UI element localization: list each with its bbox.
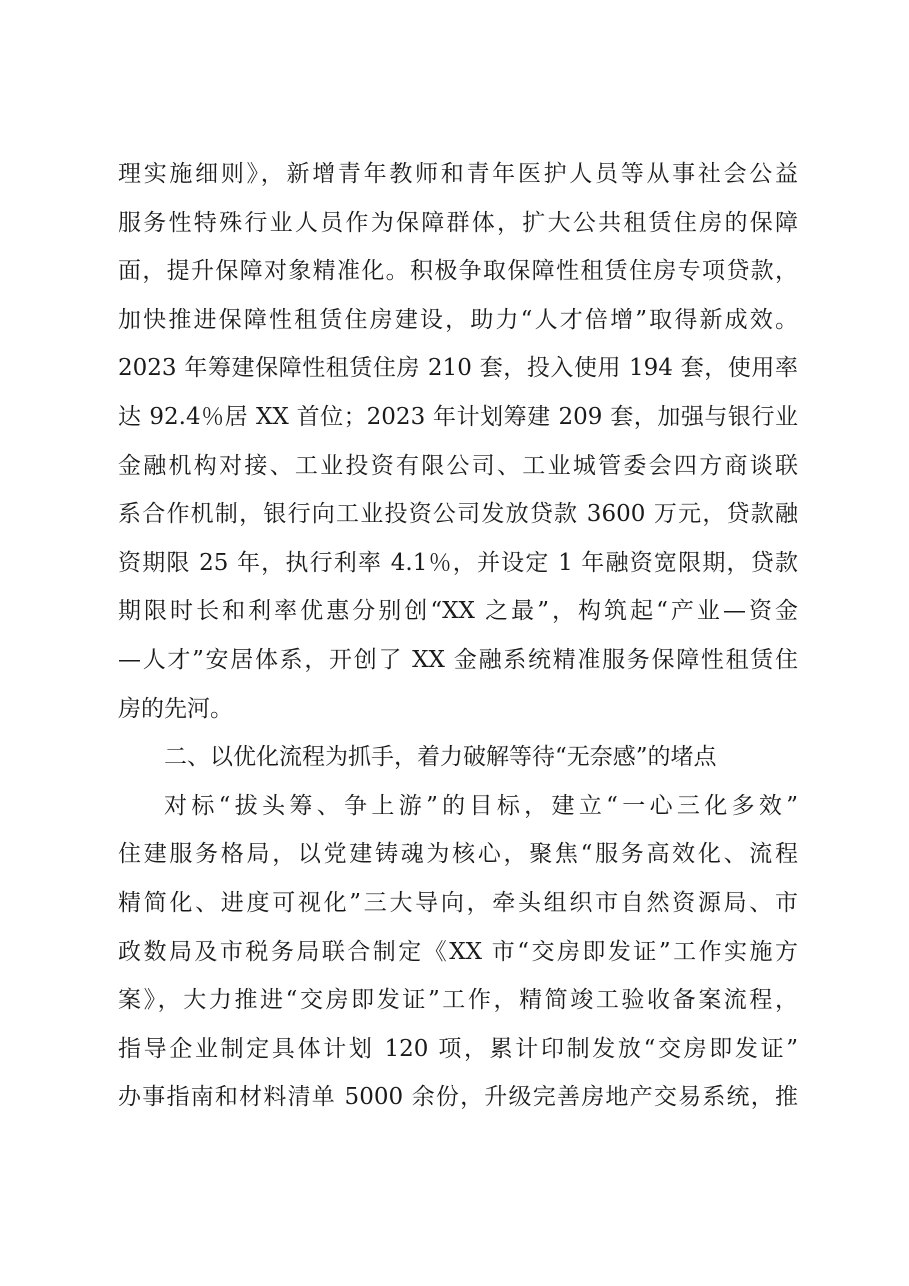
document-body <box>118 150 798 1122</box>
text-line: 理实施细则》，新增青年教师和青年医护人员等从事社会公益 <box>118 161 798 187</box>
text-line: 办事指南和材料清单 5000 余份，升级完善房地产交易系统，推 <box>118 1084 798 1111</box>
text-line: 金融机构对接、工业投资有限公司、工业城管委会四方商谈联 <box>118 452 798 479</box>
text-line: 2023 年筹建保障性租赁住房 210 套，投入使用 194 套，使用率 <box>118 355 798 382</box>
text-line: 精简化、进度可视化”三大导向，牵头组织市自然资源局、市 <box>118 889 798 916</box>
text-line: 面，提升保障对象精准化。积极争取保障性租赁住房专项贷款， <box>118 258 798 285</box>
text-line: 期限时长和利率优惠分别创“XX 之最”，构筑起“产业—资金 <box>118 598 798 625</box>
text-line: 住建服务格局，以党建铸魂为核心，聚焦“服务高效化、流程 <box>118 841 798 868</box>
text-line: 案》，大力推进“交房即发证”工作，精简竣工验收备案流程， <box>118 987 798 1014</box>
text-line: 政数局及市税务局联合制定《XX 市“交房即发证”工作实施方 <box>118 938 798 965</box>
text-line: 资期限 25 年，执行利率 4.1％，并设定 1 年融资宽限期，贷款 <box>118 549 798 576</box>
section-heading: 二、以优化流程为抓手，着力破解等待“无奈感”的堵点 <box>164 744 717 771</box>
text-line: 指导企业制定具体计划 120 项，累计印制发放“交房即发证” <box>118 1035 798 1062</box>
text-line: 房的先河。 <box>118 695 233 722</box>
text-line: 达 92.4％居 XX 首位；2023 年计划筹建 209 套，加强与银行业 <box>118 403 798 430</box>
text-line: 加快推进保障性租赁住房建设，助力“人才倍增”取得新成效。 <box>118 306 798 333</box>
text-line: 对标“拔头筹、争上游”的目标，建立“一心三化多效” <box>164 792 798 819</box>
text-line: 服务性特殊行业人员作为保障群体，扩大公共租赁住房的保障 <box>118 209 798 236</box>
text-line: 系合作机制，银行向工业投资公司发放贷款 3600 万元，贷款融 <box>118 501 798 528</box>
text-line: —人才”安居体系，开创了 XX 金融系统精准服务保障性租赁住 <box>118 646 798 673</box>
